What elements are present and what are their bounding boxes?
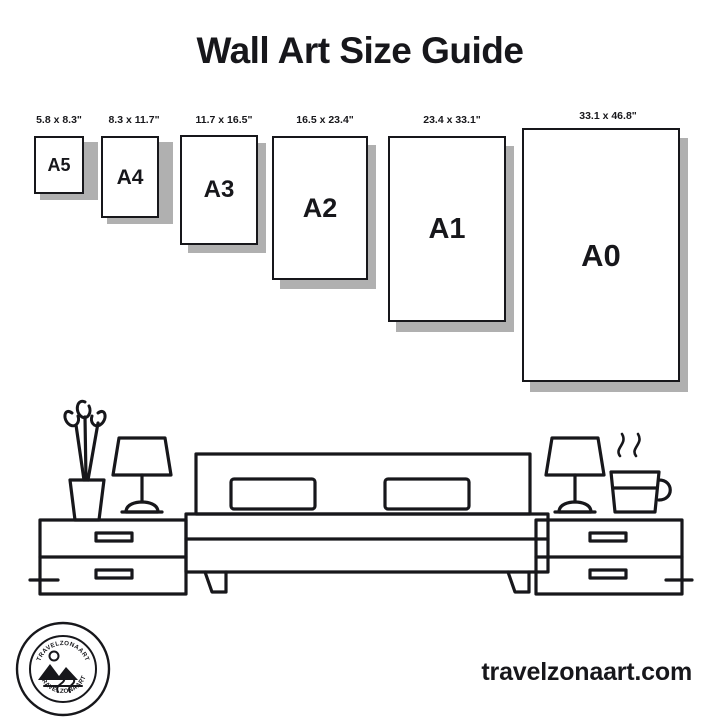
frame-dimension-label: 5.8 x 8.3" (36, 114, 82, 126)
website-url: travelzonaart.com (481, 658, 692, 686)
frame-label: A5 (47, 155, 71, 175)
frame-size-row (0, 110, 720, 400)
frame-label: A2 (302, 192, 338, 223)
logo-text-top: TRAVELZONAART (35, 639, 91, 663)
frame-box-a1 (388, 136, 506, 322)
frame-dimension-label: 23.4 x 33.1" (423, 114, 481, 126)
page-title: Wall Art Size Guide (196, 30, 524, 71)
frame-dimension-label: 33.1 x 46.8" (579, 110, 637, 122)
footer (0, 600, 720, 720)
frame-label: A3 (203, 176, 235, 203)
bed (186, 454, 548, 592)
frame-box-a4 (101, 136, 159, 218)
frame-dimension-label: 11.7 x 16.5" (195, 114, 253, 126)
table-lamp-right (546, 438, 604, 512)
nightstand-right (536, 520, 682, 594)
frame-box-a5 (34, 136, 84, 194)
frame-label: A4 (116, 165, 144, 189)
frame-box-a2 (272, 136, 368, 280)
brand-logo (14, 620, 112, 718)
table-lamp-left (113, 438, 171, 512)
frame-label: A1 (428, 212, 466, 245)
coffee-mug (611, 434, 670, 512)
bedroom-scene (0, 376, 720, 606)
frame-dimension-label: 16.5 x 23.4" (296, 114, 354, 126)
vase-with-flowers (65, 401, 105, 520)
frame-box-a3 (180, 135, 258, 245)
frame-label: A0 (581, 237, 621, 273)
frame-box-a0 (522, 128, 680, 382)
frame-dimension-label: 8.3 x 11.7" (108, 114, 160, 126)
logo-text-bottom: TRAVELZONAART (38, 674, 88, 696)
nightstand-left (40, 520, 186, 594)
moon-icon (50, 652, 59, 661)
